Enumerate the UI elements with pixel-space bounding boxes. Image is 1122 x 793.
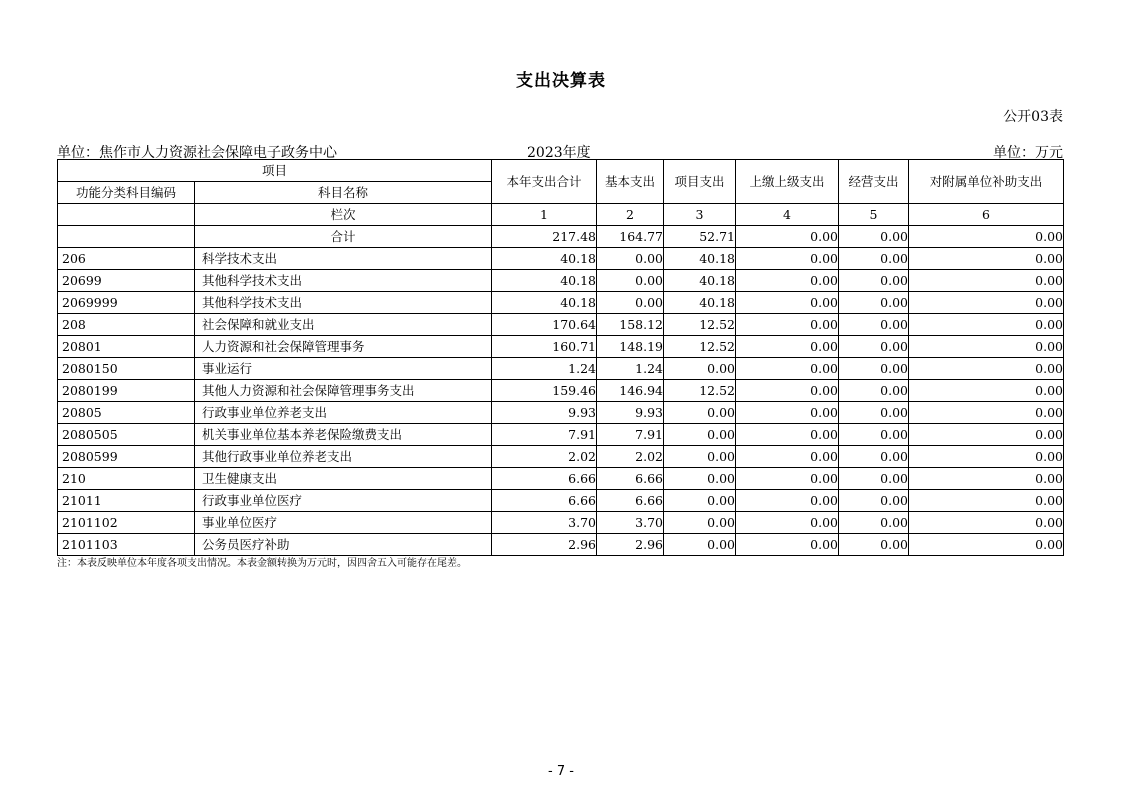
amount-cell: 0.00 [664,446,736,468]
subject-code: 2080505 [58,424,195,446]
amount-cell: 7.91 [597,424,664,446]
header-total: 本年支出合计 [492,160,597,204]
table-row [58,314,1064,336]
amount-cell: 2.96 [597,534,664,556]
subject-code: 20699 [58,270,195,292]
amount-cell: 40.18 [664,270,736,292]
amount-cell: 1.24 [597,358,664,380]
amount-cell: 12.52 [664,336,736,358]
amount-cell: 2.02 [492,446,597,468]
amount-cell: 160.71 [492,336,597,358]
amount-cell: 0.00 [736,336,839,358]
empty-cell [58,226,195,248]
amount-cell: 0.00 [839,534,909,556]
header-basic: 基本支出 [597,160,664,204]
subject-code: 206 [58,248,195,270]
amount-cell: 0.00 [839,248,909,270]
header-subsidy: 对附属单位补助支出 [909,160,1064,204]
subject-code: 20805 [58,402,195,424]
amount-cell: 0.00 [909,314,1064,336]
amount-cell: 9.93 [492,402,597,424]
table-row [58,270,1064,292]
header-upper: 上缴上级支出 [736,160,839,204]
page-title: 支出决算表 [516,71,606,91]
amount-cell: 12.52 [664,314,736,336]
table-row [58,534,1064,556]
amount-cell: 0.00 [839,336,909,358]
amount-cell: 0.00 [909,534,1064,556]
header-item: 项目 [58,160,492,182]
amount-cell: 0.00 [736,402,839,424]
amount-cell: 6.66 [597,468,664,490]
table-row [58,468,1064,490]
table-row [58,424,1064,446]
amount-cell: 0.00 [839,358,909,380]
amount-cell: 40.18 [664,292,736,314]
subject-name: 其他科学技术支出 [195,270,492,292]
amount-cell: 0.00 [909,270,1064,292]
fiscal-year: 2023年度 [527,145,591,161]
amount-cell: 0.00 [839,490,909,512]
subject-name: 科学技术支出 [195,248,492,270]
amount-cell: 0.00 [736,424,839,446]
amount-cell: 0.00 [909,424,1064,446]
amount-cell: 12.52 [664,380,736,402]
amount-cell: 40.18 [492,248,597,270]
col-number: 4 [736,204,839,226]
amount-cell: 0.00 [909,358,1064,380]
col-number: 1 [492,204,597,226]
header-lanci: 栏次 [195,204,492,226]
col-number: 5 [839,204,909,226]
table-row [58,446,1064,468]
amount-cell: 9.93 [597,402,664,424]
subject-code: 2080150 [58,358,195,380]
col-number: 3 [664,204,736,226]
subject-code: 2080599 [58,446,195,468]
amount-cell: 40.18 [492,292,597,314]
subject-code: 20801 [58,336,195,358]
amount-cell: 0.00 [909,512,1064,534]
amount-cell: 0.00 [736,446,839,468]
amount-cell: 158.12 [597,314,664,336]
table-note: 注：本表反映单位本年度各项支出情况。本表金额转换为万元时，因四舍五入可能存在尾差。 [57,558,467,569]
amount-cell: 148.19 [597,336,664,358]
subject-name: 事业运行 [195,358,492,380]
empty-cell [58,204,195,226]
amount-cell: 0.00 [664,424,736,446]
subject-code: 2101102 [58,512,195,534]
total-value: 217.48 [492,226,597,248]
header-code: 功能分类科目编码 [58,182,195,204]
amount-cell: 3.70 [597,512,664,534]
amount-cell: 0.00 [736,380,839,402]
subject-name: 其他行政事业单位养老支出 [195,446,492,468]
subject-code: 21011 [58,490,195,512]
amount-cell: 0.00 [839,424,909,446]
subject-name: 其他科学技术支出 [195,292,492,314]
subject-code: 2069999 [58,292,195,314]
amount-cell: 0.00 [839,402,909,424]
amount-cell: 0.00 [839,380,909,402]
amount-cell: 3.70 [492,512,597,534]
total-label: 合计 [195,226,492,248]
header-project: 项目支出 [664,160,736,204]
amount-cell: 0.00 [909,292,1064,314]
amount-cell: 0.00 [839,468,909,490]
amount-cell: 0.00 [909,380,1064,402]
amount-cell: 0.00 [736,468,839,490]
amount-cell: 0.00 [736,358,839,380]
table-row [58,292,1064,314]
amount-cell: 2.96 [492,534,597,556]
table-row [58,402,1064,424]
total-value: 0.00 [839,226,909,248]
amount-cell: 0.00 [839,270,909,292]
amount-cell: 0.00 [664,490,736,512]
amount-cell: 0.00 [909,248,1064,270]
amount-cell: 2.02 [597,446,664,468]
amount-cell: 0.00 [597,270,664,292]
amount-cell: 6.66 [492,490,597,512]
table-row [58,336,1064,358]
amount-cell: 0.00 [839,292,909,314]
amount-cell: 0.00 [909,446,1064,468]
subject-code: 2101103 [58,534,195,556]
subject-name: 公务员医疗补助 [195,534,492,556]
amount-cell: 0.00 [664,358,736,380]
amount-cell: 170.64 [492,314,597,336]
amount-cell: 0.00 [597,248,664,270]
amount-cell: 0.00 [736,292,839,314]
total-row [58,226,1064,248]
amount-cell: 0.00 [839,512,909,534]
amount-cell: 0.00 [909,468,1064,490]
amount-cell: 0.00 [909,490,1064,512]
amount-cell: 6.66 [492,468,597,490]
subject-name: 人力资源和社会保障管理事务 [195,336,492,358]
total-value: 164.77 [597,226,664,248]
total-value: 0.00 [736,226,839,248]
amount-cell: 0.00 [909,336,1064,358]
amount-cell: 7.91 [492,424,597,446]
amount-cell: 0.00 [736,270,839,292]
form-number: 公开03表 [1003,109,1063,125]
subject-name: 事业单位医疗 [195,512,492,534]
amount-cell: 0.00 [664,512,736,534]
total-value: 52.71 [664,226,736,248]
subject-name: 卫生健康支出 [195,468,492,490]
amount-cell: 40.18 [664,248,736,270]
amount-cell: 0.00 [664,534,736,556]
amount-cell: 159.46 [492,380,597,402]
subject-code: 2080199 [58,380,195,402]
amount-cell: 146.94 [597,380,664,402]
amount-cell: 0.00 [839,314,909,336]
currency-unit: 单位：万元 [993,145,1063,161]
reporting-unit: 单位：焦作市人力资源社会保障电子政务中心 [57,145,337,161]
amount-cell: 0.00 [736,490,839,512]
header-business: 经营支出 [839,160,909,204]
amount-cell: 0.00 [597,292,664,314]
table-row [58,512,1064,534]
amount-cell: 6.66 [597,490,664,512]
amount-cell: 0.00 [736,534,839,556]
total-value: 0.00 [909,226,1064,248]
amount-cell: 0.00 [736,248,839,270]
subject-name: 行政事业单位养老支出 [195,402,492,424]
amount-cell: 0.00 [909,402,1064,424]
header-row-1 [58,160,1064,182]
subject-code: 210 [58,468,195,490]
col-number: 2 [597,204,664,226]
amount-cell: 1.24 [492,358,597,380]
table-row [58,248,1064,270]
table-row [58,358,1064,380]
amount-cell: 0.00 [664,402,736,424]
amount-cell: 0.00 [839,446,909,468]
header-subject-name: 科目名称 [195,182,492,204]
column-number-row [58,204,1064,226]
table-row [58,380,1064,402]
table-row [58,490,1064,512]
amount-cell: 0.00 [664,468,736,490]
page-number: - 7 - [548,764,574,779]
amount-cell: 40.18 [492,270,597,292]
subject-name: 其他人力资源和社会保障管理事务支出 [195,380,492,402]
col-number: 6 [909,204,1064,226]
subject-code: 208 [58,314,195,336]
subject-name: 机关事业单位基本养老保险缴费支出 [195,424,492,446]
expenditure-table [57,159,1064,556]
subject-name: 行政事业单位医疗 [195,490,492,512]
subject-name: 社会保障和就业支出 [195,314,492,336]
amount-cell: 0.00 [736,512,839,534]
amount-cell: 0.00 [736,314,839,336]
